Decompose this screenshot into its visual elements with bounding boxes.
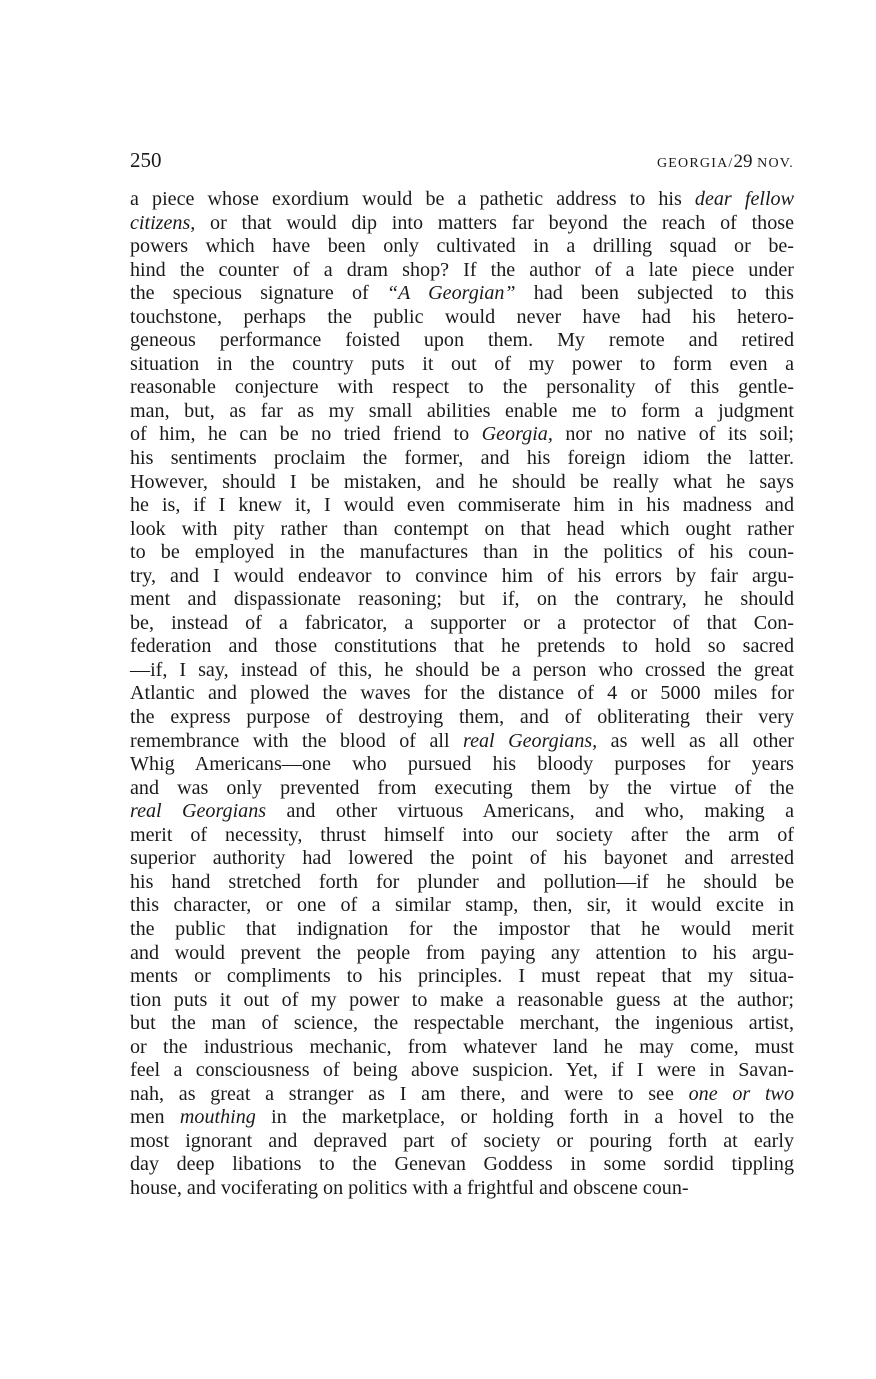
italic-text: Georgia, xyxy=(481,423,553,446)
text-line xyxy=(130,423,794,447)
text-run: touchstone, perhaps the public would never have had his hetero- xyxy=(130,305,794,328)
text-run: situation in the country puts it out of my power to form even a xyxy=(130,352,794,375)
text-line xyxy=(130,494,794,518)
running-head-suffix: NOV. xyxy=(752,156,794,171)
text-line xyxy=(130,188,794,212)
text-run: men xyxy=(130,1106,180,1129)
text-line xyxy=(130,847,794,871)
text-run: in the marketplace, or holding forth in a hovel to the xyxy=(255,1106,794,1129)
text-line xyxy=(130,471,794,495)
text-line xyxy=(130,918,794,942)
text-line xyxy=(130,1130,794,1154)
text-run: and was only prevented from executing them by the virtue of the xyxy=(130,776,794,799)
running-head-prefix: GEORGIA/ xyxy=(656,156,734,171)
text-run: —if, I say, instead of this, he should be a person who crossed the great xyxy=(130,658,794,681)
text-line xyxy=(130,942,794,966)
italic-text: dear fellow xyxy=(694,188,794,210)
italic-text: “A Georgian” xyxy=(386,282,516,305)
text-run: look with pity rather than contempt on that head which ought rather xyxy=(130,517,794,540)
text-line xyxy=(130,1059,794,1083)
text-line xyxy=(130,565,794,589)
text-run: and other virtuous Americans, and who, making a xyxy=(266,800,794,823)
text-line xyxy=(130,989,794,1013)
text-run: remembrance with the blood of all xyxy=(130,729,463,752)
text-line xyxy=(130,447,794,471)
text-line xyxy=(130,635,794,659)
running-head-number: 29 xyxy=(733,151,753,172)
text-run: the public that indignation for the impostor that he would merit xyxy=(130,917,794,940)
text-run: ments or compliments to his principles. I must repeat that my situa- xyxy=(130,965,794,988)
text-run: Atlantic and plowed the waves for the distance of 4 or 5000 miles for xyxy=(130,682,794,705)
text-line xyxy=(130,518,794,542)
text-line xyxy=(130,612,794,636)
text-line xyxy=(130,730,794,754)
text-line xyxy=(130,282,794,306)
text-run: tion puts it out of my power to make a reasonable guess at the author; xyxy=(130,988,794,1011)
text-line xyxy=(130,588,794,612)
italic-text: citizens, xyxy=(130,211,196,234)
text-run: powers which have been only cultivated in a drilling squad or be- xyxy=(130,235,794,258)
text-line xyxy=(130,753,794,777)
text-line xyxy=(130,871,794,895)
text-run: his hand stretched forth for plunder and pollution—if he should be xyxy=(130,870,794,893)
italic-text: real Georgians xyxy=(130,800,267,823)
page-header xyxy=(130,148,794,188)
text-run: However, should I be mistaken, and he should be really what he says xyxy=(130,470,794,493)
text-run: nor no native of its soil; xyxy=(552,423,794,446)
text-run: merit of necessity, thrust himself into our society after the arm of xyxy=(130,823,794,846)
text-run: the specious signature of xyxy=(130,282,387,305)
text-run: house, and vociferating on politics with a frightful and obscene coun- xyxy=(130,1176,689,1199)
document-page xyxy=(130,148,794,1201)
text-line xyxy=(130,400,794,424)
text-line xyxy=(130,306,794,330)
text-line xyxy=(130,376,794,400)
text-run: but the man of science, the respectable merchant, the ingenious artist, xyxy=(130,1012,794,1035)
text-line xyxy=(130,1083,794,1107)
text-line xyxy=(130,1012,794,1036)
italic-text: mouthing xyxy=(179,1106,256,1129)
text-line xyxy=(130,777,794,801)
text-run: this character, or one of a similar stamp, then, sir, it would excite in xyxy=(130,894,794,917)
text-run: had been subjected to this xyxy=(515,282,794,305)
italic-text: one or two xyxy=(688,1082,794,1105)
running-head xyxy=(657,151,794,173)
text-run: feel a consciousness of being above suspicion. Yet, if I were in Savan- xyxy=(130,1059,794,1082)
text-line xyxy=(130,1036,794,1060)
text-run: superior authority had lowered the point of his bayonet and arrested xyxy=(130,847,794,870)
text-run: geneous performance foisted upon them. My remote and retired xyxy=(130,329,794,352)
text-line xyxy=(130,682,794,706)
text-line xyxy=(130,1153,794,1177)
text-line xyxy=(130,541,794,565)
text-line xyxy=(130,800,794,824)
body-text xyxy=(130,188,794,1201)
italic-text: real Georgians, xyxy=(463,729,598,752)
text-line xyxy=(130,353,794,377)
text-line xyxy=(130,259,794,283)
text-run: as well as all other xyxy=(597,729,794,752)
text-run: to be employed in the manufactures than in the politics of his coun- xyxy=(130,541,794,564)
text-line xyxy=(130,965,794,989)
text-run: of him, he can be no tried friend to xyxy=(130,423,482,446)
text-run: be, instead of a fabricator, a supporter or a protector of that Con- xyxy=(130,611,794,634)
page-number: 250 xyxy=(130,148,162,172)
text-run: try, and I would endeavor to convince him of his errors by fair argu- xyxy=(130,564,794,587)
text-run: reasonable conjecture with respect to the personality of this gentle- xyxy=(130,376,794,399)
text-line xyxy=(130,212,794,236)
text-run: day deep libations to the Genevan Goddess in some sordid tippling xyxy=(130,1153,794,1176)
text-run: his sentiments proclaim the former, and his foreign idiom the latter. xyxy=(130,447,794,470)
text-run: Whig Americans—one who pursued his bloody purposes for years xyxy=(130,753,794,776)
text-line xyxy=(130,329,794,353)
text-run: federation and those constitutions that he pretends to hold so sacred xyxy=(130,635,794,658)
text-line xyxy=(130,235,794,259)
text-line xyxy=(130,659,794,683)
text-run: hind the counter of a dram shop? If the author of a late piece under xyxy=(130,258,794,281)
text-run: or the industrious mechanic, from whatever land he may come, must xyxy=(130,1035,794,1058)
text-run: and would prevent the people from paying any attention to his argu- xyxy=(130,941,794,964)
text-line xyxy=(130,824,794,848)
text-line xyxy=(130,1177,794,1201)
text-run: the express purpose of destroying them, and of obliterating their very xyxy=(130,706,794,729)
text-run: he is, if I knew it, I would even commiserate him in his madness and xyxy=(130,494,794,517)
text-line xyxy=(130,894,794,918)
text-run: a piece whose exordium would be a pathetic address to his xyxy=(130,188,695,210)
text-run: man, but, as far as my small abilities enable me to form a judgment xyxy=(130,399,794,422)
text-run: ment and dispassionate reasoning; but if, on the contrary, he should xyxy=(130,588,794,611)
text-line xyxy=(130,706,794,730)
text-run: most ignorant and depraved part of society or pouring forth at early xyxy=(130,1129,794,1152)
text-run: nah, as great a stranger as I am there, and were to see xyxy=(130,1082,689,1105)
text-run: or that would dip into matters far beyond the reach of those xyxy=(195,211,794,234)
text-line xyxy=(130,1106,794,1130)
